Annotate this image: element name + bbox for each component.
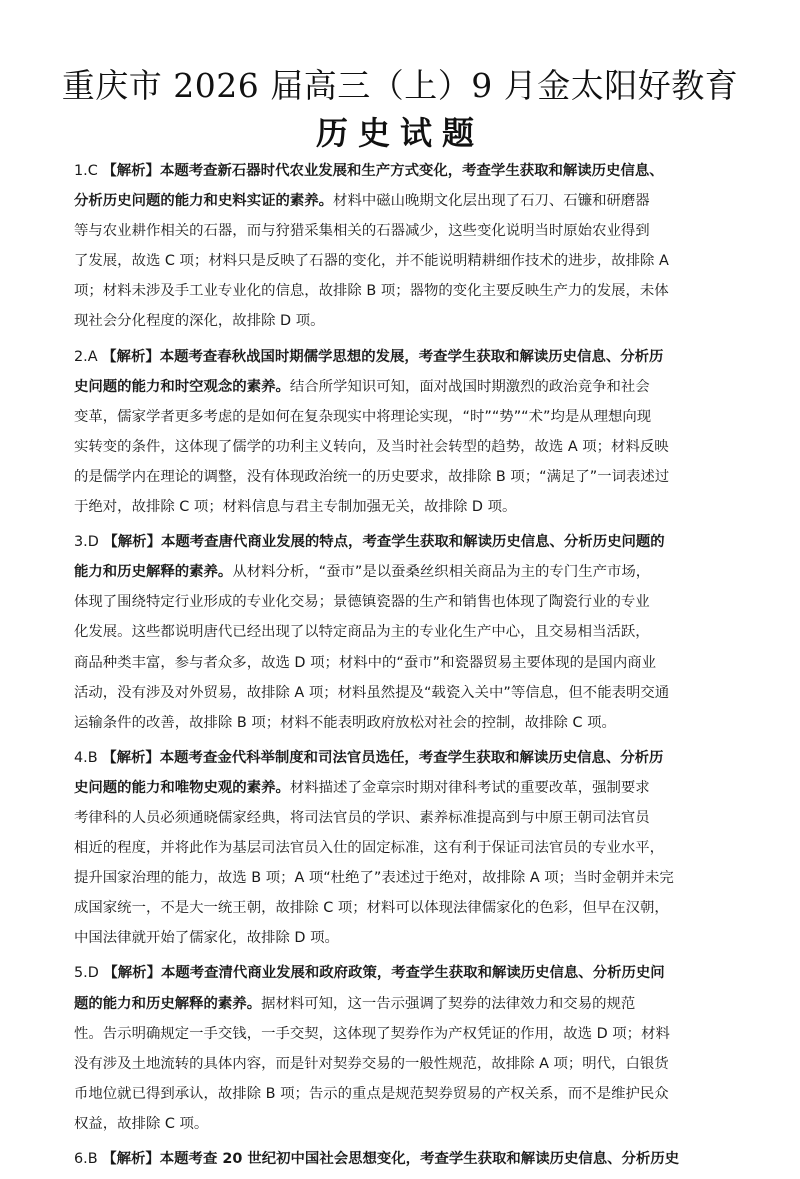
answer-line: [74, 958, 726, 988]
answer-lead: 本题考查清代商业发展和政府政策，考查学生获取和解读历史信息、分析历史问: [160, 965, 665, 982]
answer-line: [74, 743, 726, 773]
answer-line: 成国家统一，不是大一统王朝，故排除 C 项；材料可以体现法律儒家化的色彩，但早在汉朝，: [74, 900, 669, 917]
answer-number: 3.D: [74, 534, 99, 551]
answer-line: 没有涉及土地流转的具体内容，而是针对契券交易的一般性规范，故排除 A 项；明代，白银货: [74, 1055, 669, 1072]
answer-lead: 本题考查唐代商业发展的特点，考查学生获取和解读历史信息、分析历史问题的: [160, 534, 665, 551]
answer-line: [74, 989, 726, 1019]
answer-lead-cont: 能力和历史解释的素养。: [74, 564, 233, 581]
answer-line: 变革，儒家学者更多考虑的是如何在复杂现实中将理论实现，“时”“势”“术”均是从理想向现: [74, 408, 652, 425]
answer-line: 商品种类丰富，参与者众多，故选 D 项；材料中的“蚕市”和瓷器贸易主要体现的是国内商业: [74, 654, 656, 671]
answer-line: 的是儒学内在理论的调整，没有体现政治统一的历史要求，故排除 B 项；“满足了”一词表述过: [74, 468, 670, 485]
answer-line: 化发展。这些都说明唐代已经出现了以特定商品为主的专业化生产中心，且交易相当活跃，: [74, 624, 650, 641]
page-subtitle: 历史试题: [315, 114, 484, 152]
answer-number: 1.C: [74, 163, 98, 179]
answer-line: [74, 186, 726, 216]
answer-lead: 本题考查金代科举制度和司法官员选任，考查学生获取和解读历史信息、分析历: [159, 749, 664, 766]
answer-line: 提升国家治理的能力，故选 B 项；A 项“杜绝了”表述过于绝对，故排除 A 项；当时金朝并未完: [74, 870, 674, 887]
answer-number: 5.D: [74, 965, 99, 982]
answer-lead-cont: 史问题的能力和唯物史观的素养。: [74, 779, 290, 796]
answer-item-2: [74, 342, 726, 523]
answer-line: 活动，没有涉及对外贸易，故排除 A 项；材料虽然提及“载瓷入关中”等信息，但不能表明交通: [74, 684, 670, 701]
answer-line: [74, 773, 726, 803]
analysis-tag: 【解析】: [102, 163, 160, 179]
answer-line: [74, 372, 726, 402]
answer-lead: 本题考查新石器时代农业发展和生产方式变化，考查学生获取和解读历史信息、: [159, 163, 664, 179]
answer-text: 据材料可知，这一告示强调了契券的法律效力和交易的规范: [261, 995, 636, 1012]
answer-item-1: [74, 156, 726, 337]
answer-number: 6.B: [74, 1151, 98, 1167]
answer-item-6: [74, 1144, 726, 1174]
answer-text: 材料描述了金章宗时期对律科考试的重要改革，强制要求: [289, 779, 650, 796]
answer-line: 实转变的条件，这体现了儒学的功利主义转向，及当时社会转型的趋势，故选 A 项；材料反映: [74, 438, 669, 455]
answer-number: 2.A: [74, 348, 98, 365]
analysis-tag: 【解析】: [102, 1151, 160, 1167]
analysis-tag: 【解析】: [103, 534, 161, 551]
answer-line: [74, 557, 726, 587]
analysis-tag: 【解析】: [103, 965, 161, 982]
answer-line: 性。告示明确规定一手交钱，一手交契，这体现了契券作为产权凭证的作用，故选 D 项；材料: [74, 1025, 670, 1042]
answer-line: 运输条件的改善，故排除 B 项；材料不能表明政府放松对社会的控制，故排除 C 项。: [74, 714, 616, 731]
analysis-tag: 【解析】: [102, 348, 160, 365]
answer-line: [74, 156, 726, 186]
page-title: 重庆市 2026 届高三（上）9 月金太阳好教育: [61, 66, 739, 105]
answer-list: [74, 156, 726, 1179]
answer-item-4: [74, 743, 726, 954]
answer-item-3: [74, 527, 726, 738]
answer-lead-cont: 史问题的能力和时空观念的素养。: [74, 378, 290, 395]
answer-line: 权益，故排除 C 项。: [74, 1115, 209, 1132]
answer-line: 体现了围绕特定行业形成的专业化交易；景德镇瓷器的生产和销售也体现了陶瓷行业的专业: [74, 594, 650, 611]
answer-line: 中国法律就开始了儒家化，故排除 D 项。: [74, 930, 339, 947]
answer-line: [74, 527, 726, 557]
answer-item-5: [74, 958, 726, 1139]
answer-lead-cont: 分析历史问题的能力和史料实证的素养。: [74, 193, 334, 210]
answer-lead-cont: 题的能力和历史解释的素养。: [74, 995, 262, 1012]
answer-line: [74, 342, 726, 372]
analysis-tag: 【解析】: [102, 749, 160, 766]
answer-text: 结合所学知识可知，面对战国时期激烈的政治竞争和社会: [289, 378, 650, 395]
answer-line: 等与农业耕作相关的石器，而与狩猎采集相关的石器减少，这些变化说明当时原始农业得到: [74, 223, 650, 240]
answer-line: 考律科的人员必须通晓儒家经典，将司法官员的学识、素养标准提高到与中原王朝司法官员: [74, 809, 650, 826]
answer-line: 现社会分化程度的深化，故排除 D 项。: [74, 313, 325, 330]
answer-line: 币地位就已得到承认，故排除 B 项；告示的重点是规范契券贸易的产权关系，而不是维护民众: [74, 1085, 669, 1102]
answer-line: 相近的程度，并将此作为基层司法官员入仕的固定标准，这有利于保证司法官员的专业水平，: [74, 840, 665, 857]
answer-line: 项；材料未涉及手工业专业化的信息，故排除 B 项；器物的变化主要反映生产力的发展，未体: [74, 283, 669, 300]
answer-line: 于绝对，故排除 C 项；材料信息与君主专制加强无关，故排除 D 项。: [74, 499, 517, 516]
answer-line: 了发展，故选 C 项；材料只是反映了石器的变化，并不能说明精耕细作技术的进步，故排除 A: [74, 253, 669, 270]
answer-lead: 本题考查春秋战国时期儒学思想的发展，考查学生获取和解读历史信息、分析历: [159, 348, 664, 365]
answer-lead: 本题考查 20 世纪初中国社会思想变化，考查学生获取和解读历史信息、分析历史: [159, 1151, 680, 1167]
answer-text: 材料中磁山晚期文化层出现了石刀、石镰和研磨器: [333, 193, 650, 210]
answer-text: 从材料分析，“蚕市”是以蚕桑丝织相关商品为主的专门生产市场，: [232, 564, 651, 581]
answer-line: [74, 1144, 726, 1174]
answer-number: 4.B: [74, 749, 98, 766]
